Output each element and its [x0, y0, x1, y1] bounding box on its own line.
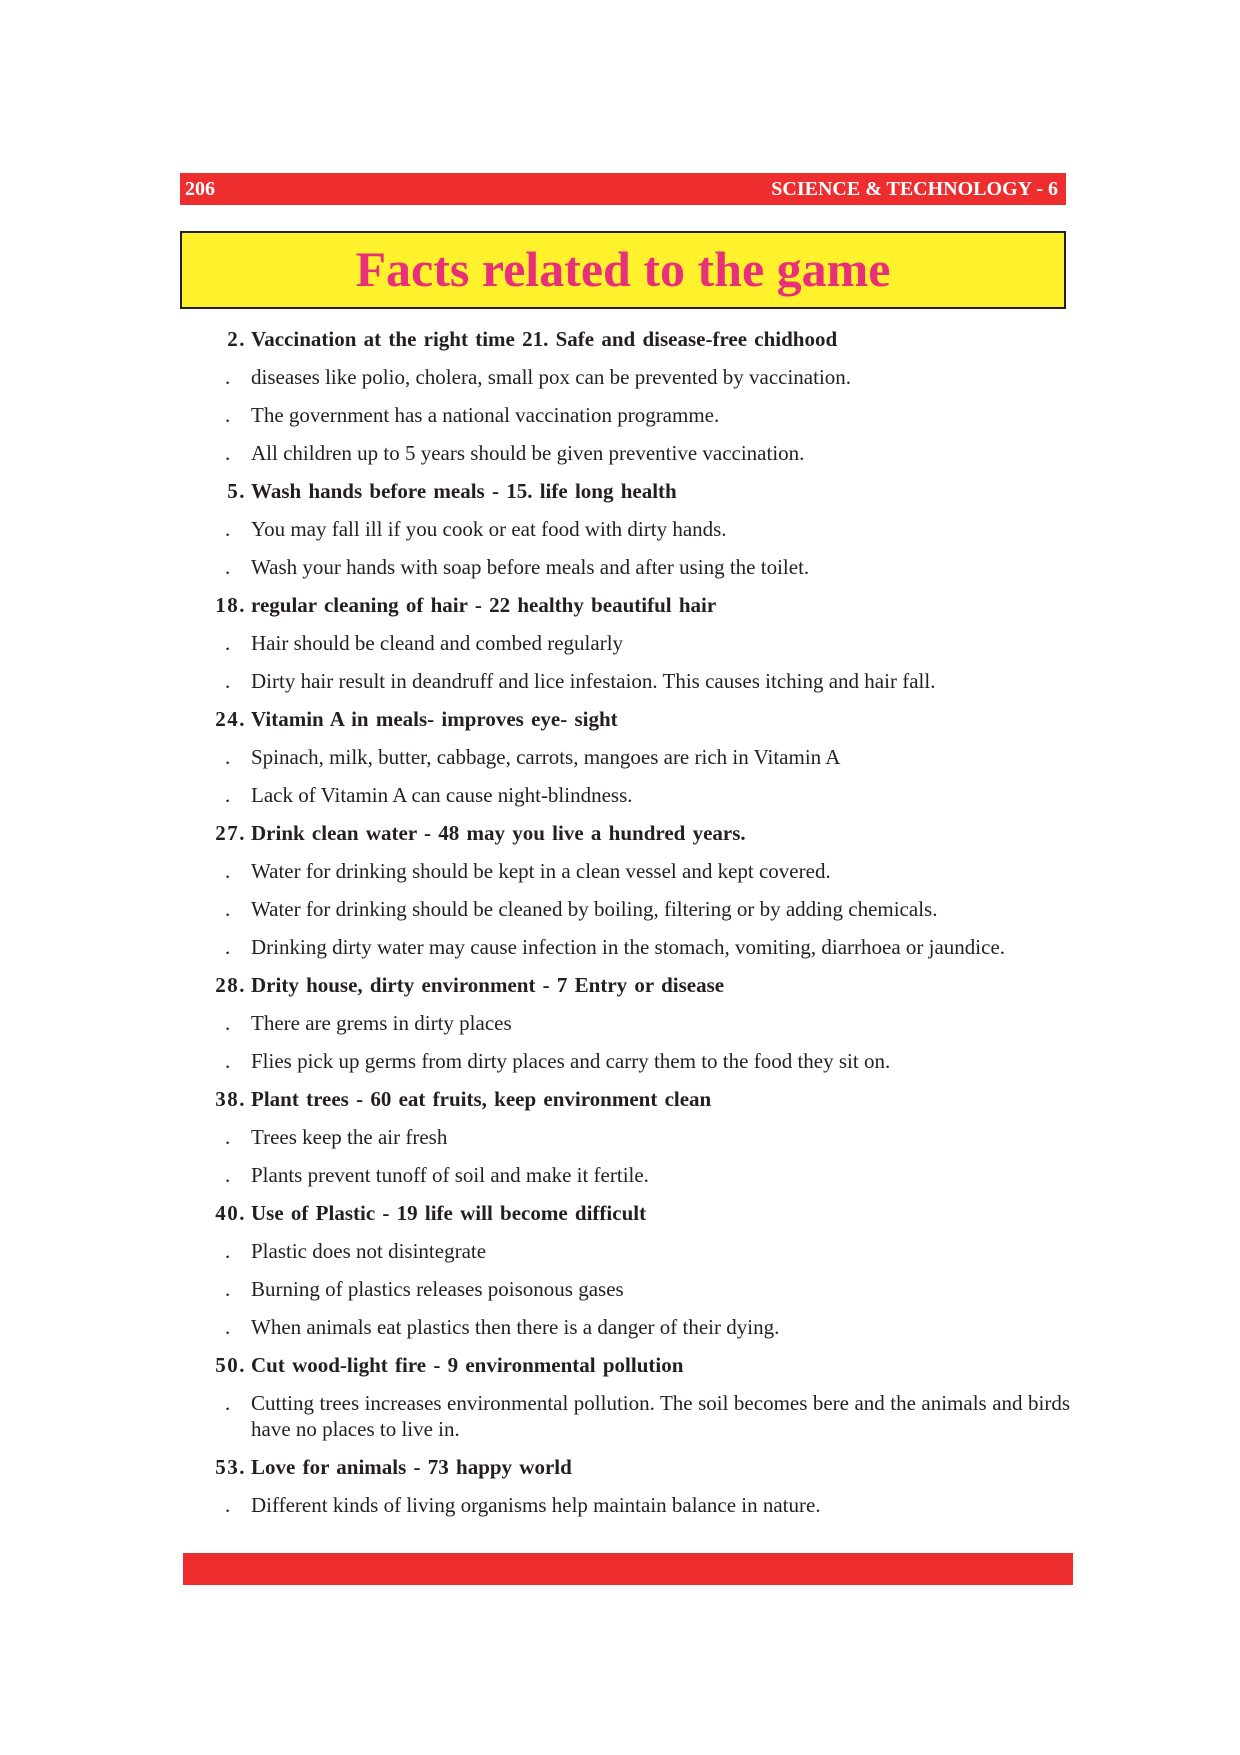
- fact-point: [180, 396, 1070, 434]
- fact-point: [180, 510, 1070, 548]
- fact-heading-text: Drink clean water - 48 may you live a hundred years.: [251, 821, 746, 845]
- bullet-dot-icon: .: [225, 441, 231, 465]
- bullet-dot-icon: .: [225, 1011, 231, 1035]
- bullet-dot-icon: .: [225, 1239, 231, 1263]
- page-footer-bar: [183, 1553, 1073, 1585]
- facts-list: [180, 320, 1070, 1524]
- fact-point-text: Water for drinking should be kept in a clean vessel and kept covered.: [251, 859, 831, 883]
- fact-point: [180, 1232, 1070, 1270]
- fact-point: [180, 548, 1070, 586]
- fact-number: 2.: [227, 327, 246, 351]
- page-title-box: [180, 231, 1066, 309]
- fact-point: [180, 1042, 1070, 1080]
- fact-point-text: Spinach, milk, butter, cabbage, carrots, mangoes are rich in Vitamin A: [251, 745, 841, 769]
- fact-point: [180, 358, 1070, 396]
- fact-point-text: You may fall ill if you cook or eat food with dirty hands.: [251, 517, 727, 541]
- page-number: 206: [185, 178, 215, 200]
- fact-heading-text: Wash hands before meals - 15. life long health: [251, 479, 677, 503]
- fact-heading-text: Love for animals - 73 happy world: [251, 1455, 572, 1479]
- fact-point: [180, 1308, 1070, 1346]
- bullet-dot-icon: .: [225, 631, 231, 655]
- fact-point: [180, 1486, 1070, 1524]
- fact-number: 27.: [215, 821, 246, 845]
- fact-point: [180, 852, 1070, 890]
- fact-heading: [180, 814, 1070, 852]
- fact-point-text: When animals eat plastics then there is a danger of their dying.: [251, 1315, 780, 1339]
- fact-point: [180, 1118, 1070, 1156]
- bullet-dot-icon: .: [225, 517, 231, 541]
- fact-heading-text: Use of Plastic - 19 life will become difficult: [251, 1201, 647, 1225]
- fact-point-text: Plants prevent tunoff of soil and make it fertile.: [251, 1163, 649, 1187]
- fact-heading-text: Cut wood-light fire - 9 environmental pollution: [251, 1353, 684, 1377]
- fact-point-text: There are grems in dirty places: [251, 1011, 512, 1035]
- fact-number: 5.: [227, 479, 246, 503]
- fact-heading: [180, 1448, 1070, 1486]
- fact-point-text: Flies pick up germs from dirty places and carry them to the food they sit on.: [251, 1049, 891, 1073]
- bullet-dot-icon: .: [225, 1493, 231, 1517]
- fact-point: [180, 890, 1070, 928]
- fact-point-text: All children up to 5 years should be given preventive vaccination.: [251, 441, 805, 465]
- fact-point-text: Different kinds of living organisms help maintain balance in nature.: [251, 1493, 821, 1517]
- fact-number: 38.: [215, 1087, 246, 1111]
- bullet-dot-icon: .: [225, 1049, 231, 1073]
- fact-heading: [180, 320, 1070, 358]
- fact-number: 40.: [215, 1201, 246, 1225]
- fact-point-text: Burning of plastics releases poisonous gases: [251, 1277, 624, 1301]
- bullet-dot-icon: .: [225, 1277, 231, 1301]
- fact-number: 24.: [215, 707, 246, 731]
- bullet-dot-icon: .: [225, 1391, 231, 1415]
- fact-number: 50.: [215, 1353, 246, 1377]
- fact-heading: [180, 1080, 1070, 1118]
- fact-point: [180, 928, 1070, 966]
- fact-heading-text: Drity house, dirty environment - 7 Entry or disease: [251, 973, 725, 997]
- fact-point-text: diseases like polio, cholera, small pox can be prevented by vaccination.: [251, 365, 852, 389]
- fact-point: [180, 776, 1070, 814]
- fact-point-text: Wash your hands with soap before meals and after using the toilet.: [251, 555, 810, 579]
- bullet-dot-icon: .: [225, 1125, 231, 1149]
- fact-heading: [180, 472, 1070, 510]
- fact-point: [180, 1384, 1070, 1448]
- fact-heading-text: regular cleaning of hair - 22 healthy beautiful hair: [251, 593, 717, 617]
- fact-point-text: Plastic does not disintegrate: [251, 1239, 487, 1263]
- fact-heading: [180, 586, 1070, 624]
- fact-heading-text: Plant trees - 60 eat fruits, keep environment clean: [251, 1087, 712, 1111]
- fact-point-text: The government has a national vaccination programme.: [251, 403, 720, 427]
- fact-number: 53.: [215, 1455, 246, 1479]
- page-header-bar: [180, 173, 1066, 205]
- bullet-dot-icon: .: [225, 1163, 231, 1187]
- bullet-dot-icon: .: [225, 403, 231, 427]
- fact-heading-text: Vitamin A in meals- improves eye- sight: [251, 707, 618, 731]
- fact-point-text: Cutting trees increases environmental pollution. The soil becomes bere and the animals and birds have no places to live in.: [251, 1391, 1070, 1441]
- fact-number: 18.: [215, 593, 246, 617]
- fact-point: [180, 738, 1070, 776]
- fact-heading: [180, 700, 1070, 738]
- fact-point-text: Drinking dirty water may cause infection in the stomach, vomiting, diarrhoea or jaundice.: [251, 935, 1006, 959]
- fact-number: 28.: [215, 973, 246, 997]
- fact-point: [180, 434, 1070, 472]
- page-title: Facts related to the game: [355, 241, 891, 297]
- fact-point: [180, 1004, 1070, 1042]
- fact-point: [180, 1156, 1070, 1194]
- bullet-dot-icon: .: [225, 897, 231, 921]
- bullet-dot-icon: .: [225, 669, 231, 693]
- fact-point: [180, 1270, 1070, 1308]
- bullet-dot-icon: .: [225, 745, 231, 769]
- fact-heading-text: Vaccination at the right time 21. Safe and disease-free chidhood: [251, 327, 838, 351]
- bullet-dot-icon: .: [225, 365, 231, 389]
- book-title: SCIENCE & TECHNOLOGY - 6: [771, 178, 1058, 200]
- bullet-dot-icon: .: [225, 1315, 231, 1339]
- fact-point-text: Dirty hair result in deandruff and lice infestaion. This causes itching and hair fall.: [251, 669, 936, 693]
- bullet-dot-icon: .: [225, 555, 231, 579]
- fact-point: [180, 624, 1070, 662]
- fact-heading: [180, 966, 1070, 1004]
- fact-point: [180, 662, 1070, 700]
- bullet-dot-icon: .: [225, 783, 231, 807]
- fact-point-text: Hair should be cleand and combed regularly: [251, 631, 624, 655]
- fact-heading: [180, 1194, 1070, 1232]
- fact-heading: [180, 1346, 1070, 1384]
- fact-point-text: Trees keep the air fresh: [251, 1125, 448, 1149]
- bullet-dot-icon: .: [225, 859, 231, 883]
- fact-point-text: Lack of Vitamin A can cause night-blindness.: [251, 783, 633, 807]
- fact-point-text: Water for drinking should be cleaned by boiling, filtering or by adding chemicals.: [251, 897, 938, 921]
- bullet-dot-icon: .: [225, 935, 231, 959]
